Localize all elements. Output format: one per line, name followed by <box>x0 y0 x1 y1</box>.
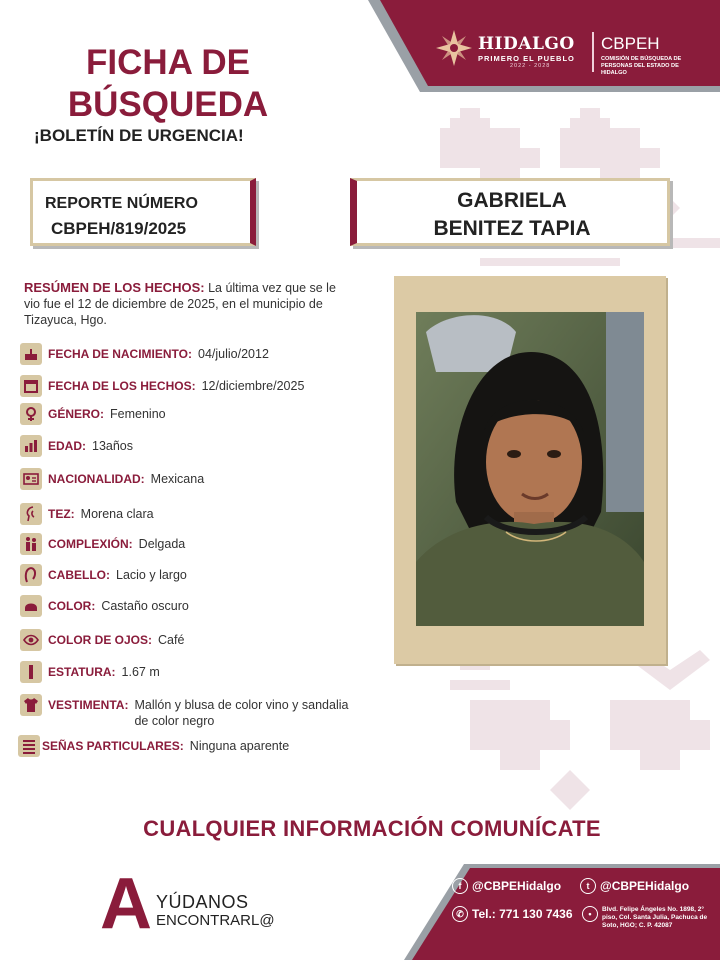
contact-banner <box>404 864 720 960</box>
person-name-card <box>350 178 670 246</box>
detail-eye-color: COLOR DE OJOS: Café <box>20 632 360 651</box>
phone-contact[interactable]: ✆ Tel.: 771 130 7436 <box>452 906 573 922</box>
help-logo-line-1: YÚDANOS <box>156 892 249 912</box>
header-divider <box>592 32 594 72</box>
org-short-name: CBPEH <box>601 34 660 53</box>
brand-slogan: PRIMERO EL PUEBLO <box>478 54 575 63</box>
detail-age: EDAD: 13años <box>20 438 360 457</box>
calendar-icon <box>20 375 42 397</box>
decorative-pattern-bottom <box>440 640 720 840</box>
gender-icon <box>20 403 42 425</box>
help-logo-line-2: ENCONTRARL@ <box>156 912 275 929</box>
detail-build: COMPLEXIÓN: Delgada <box>20 536 360 555</box>
hidalgo-star-logo-icon <box>436 30 472 66</box>
report-number-card <box>30 178 256 246</box>
title-line-1: FICHA DE <box>86 43 250 82</box>
person-last-name: BENITEZ TAPIA <box>433 217 591 240</box>
photo-frame <box>394 276 666 664</box>
marks-icon <box>18 735 40 757</box>
brand-years: 2022 - 2028 <box>510 63 551 69</box>
summary-text: La última vez que se le vio fue el 12 de diciembre de 2025, en el municipio de Tizayuca, Hgo. <box>24 281 336 327</box>
org-description: COMISIÓN DE BÚSQUEDA DE PERSONAS DEL ESTADO DE HIDALGO <box>601 56 682 76</box>
age-icon <box>20 435 42 457</box>
detail-color: COLOR: Castaño oscuro <box>20 598 360 617</box>
facebook-contact[interactable]: f @CBPEHidalgo <box>452 878 561 894</box>
page-title <box>48 42 288 126</box>
detail-birth-date: FECHA DE NACIMIENTO: 04/julio/2012 <box>20 346 360 365</box>
phone-icon: ✆ <box>452 906 468 922</box>
summary-of-events <box>24 280 354 328</box>
id-card-icon <box>20 468 42 490</box>
eye-icon <box>20 629 42 651</box>
cake-icon <box>20 343 42 365</box>
hair-icon <box>20 564 42 586</box>
detail-event-date: FECHA DE LOS HECHOS: 12/diciembre/2025 <box>20 378 360 397</box>
urgency-subtitle: ¡BOLETÍN DE URGENCIA! <box>34 126 244 145</box>
detail-height: ESTATURA: 1.67 m <box>20 664 360 683</box>
detail-nationality: NACIONALIDAD: Mexicana <box>20 471 360 490</box>
body-icon <box>20 533 42 555</box>
color-icon <box>20 595 42 617</box>
call-to-action: CUALQUIER INFORMACIÓN COMUNÍCATE <box>143 816 601 841</box>
report-label: REPORTE NÚMERO <box>45 195 198 212</box>
report-number: CBPEH/819/2025 <box>51 219 187 238</box>
detail-skin-tone: TEZ: Morena clara <box>20 506 360 525</box>
title-line-2: BÚSQUEDA <box>67 85 269 124</box>
office-address: Blvd. Felipe Ángeles No. 1898, 2° piso, Col. Santa Julia, Pachuca de Soto, HGO; C. P. 42087 <box>602 906 708 929</box>
detail-hair: CABELLO: Lacio y largo <box>20 567 360 586</box>
face-profile-icon <box>20 503 42 525</box>
brand-name: HIDALGO <box>478 34 575 54</box>
location-contact <box>582 906 602 922</box>
person-first-name: GABRIELA <box>457 189 567 212</box>
twitter-contact[interactable]: t @CBPEHidalgo <box>580 878 689 894</box>
missing-person-photo <box>416 312 644 626</box>
height-icon <box>20 661 42 683</box>
help-logo-letter: A <box>100 864 152 944</box>
detail-gender: GÉNERO: Femenino <box>20 406 360 425</box>
detail-distinguishing-marks: SEÑAS PARTICULARES: Ninguna aparente <box>18 738 358 757</box>
summary-label: RESÚMEN DE LOS HECHOS: <box>24 280 205 295</box>
twitter-icon: t <box>580 878 596 894</box>
location-pin-icon: • <box>582 906 598 922</box>
facebook-icon: f <box>452 878 468 894</box>
shirt-icon <box>20 694 42 716</box>
detail-clothing: VESTIMENTA: Mallón y blusa de color vino y sandalia de color negro <box>20 697 360 729</box>
